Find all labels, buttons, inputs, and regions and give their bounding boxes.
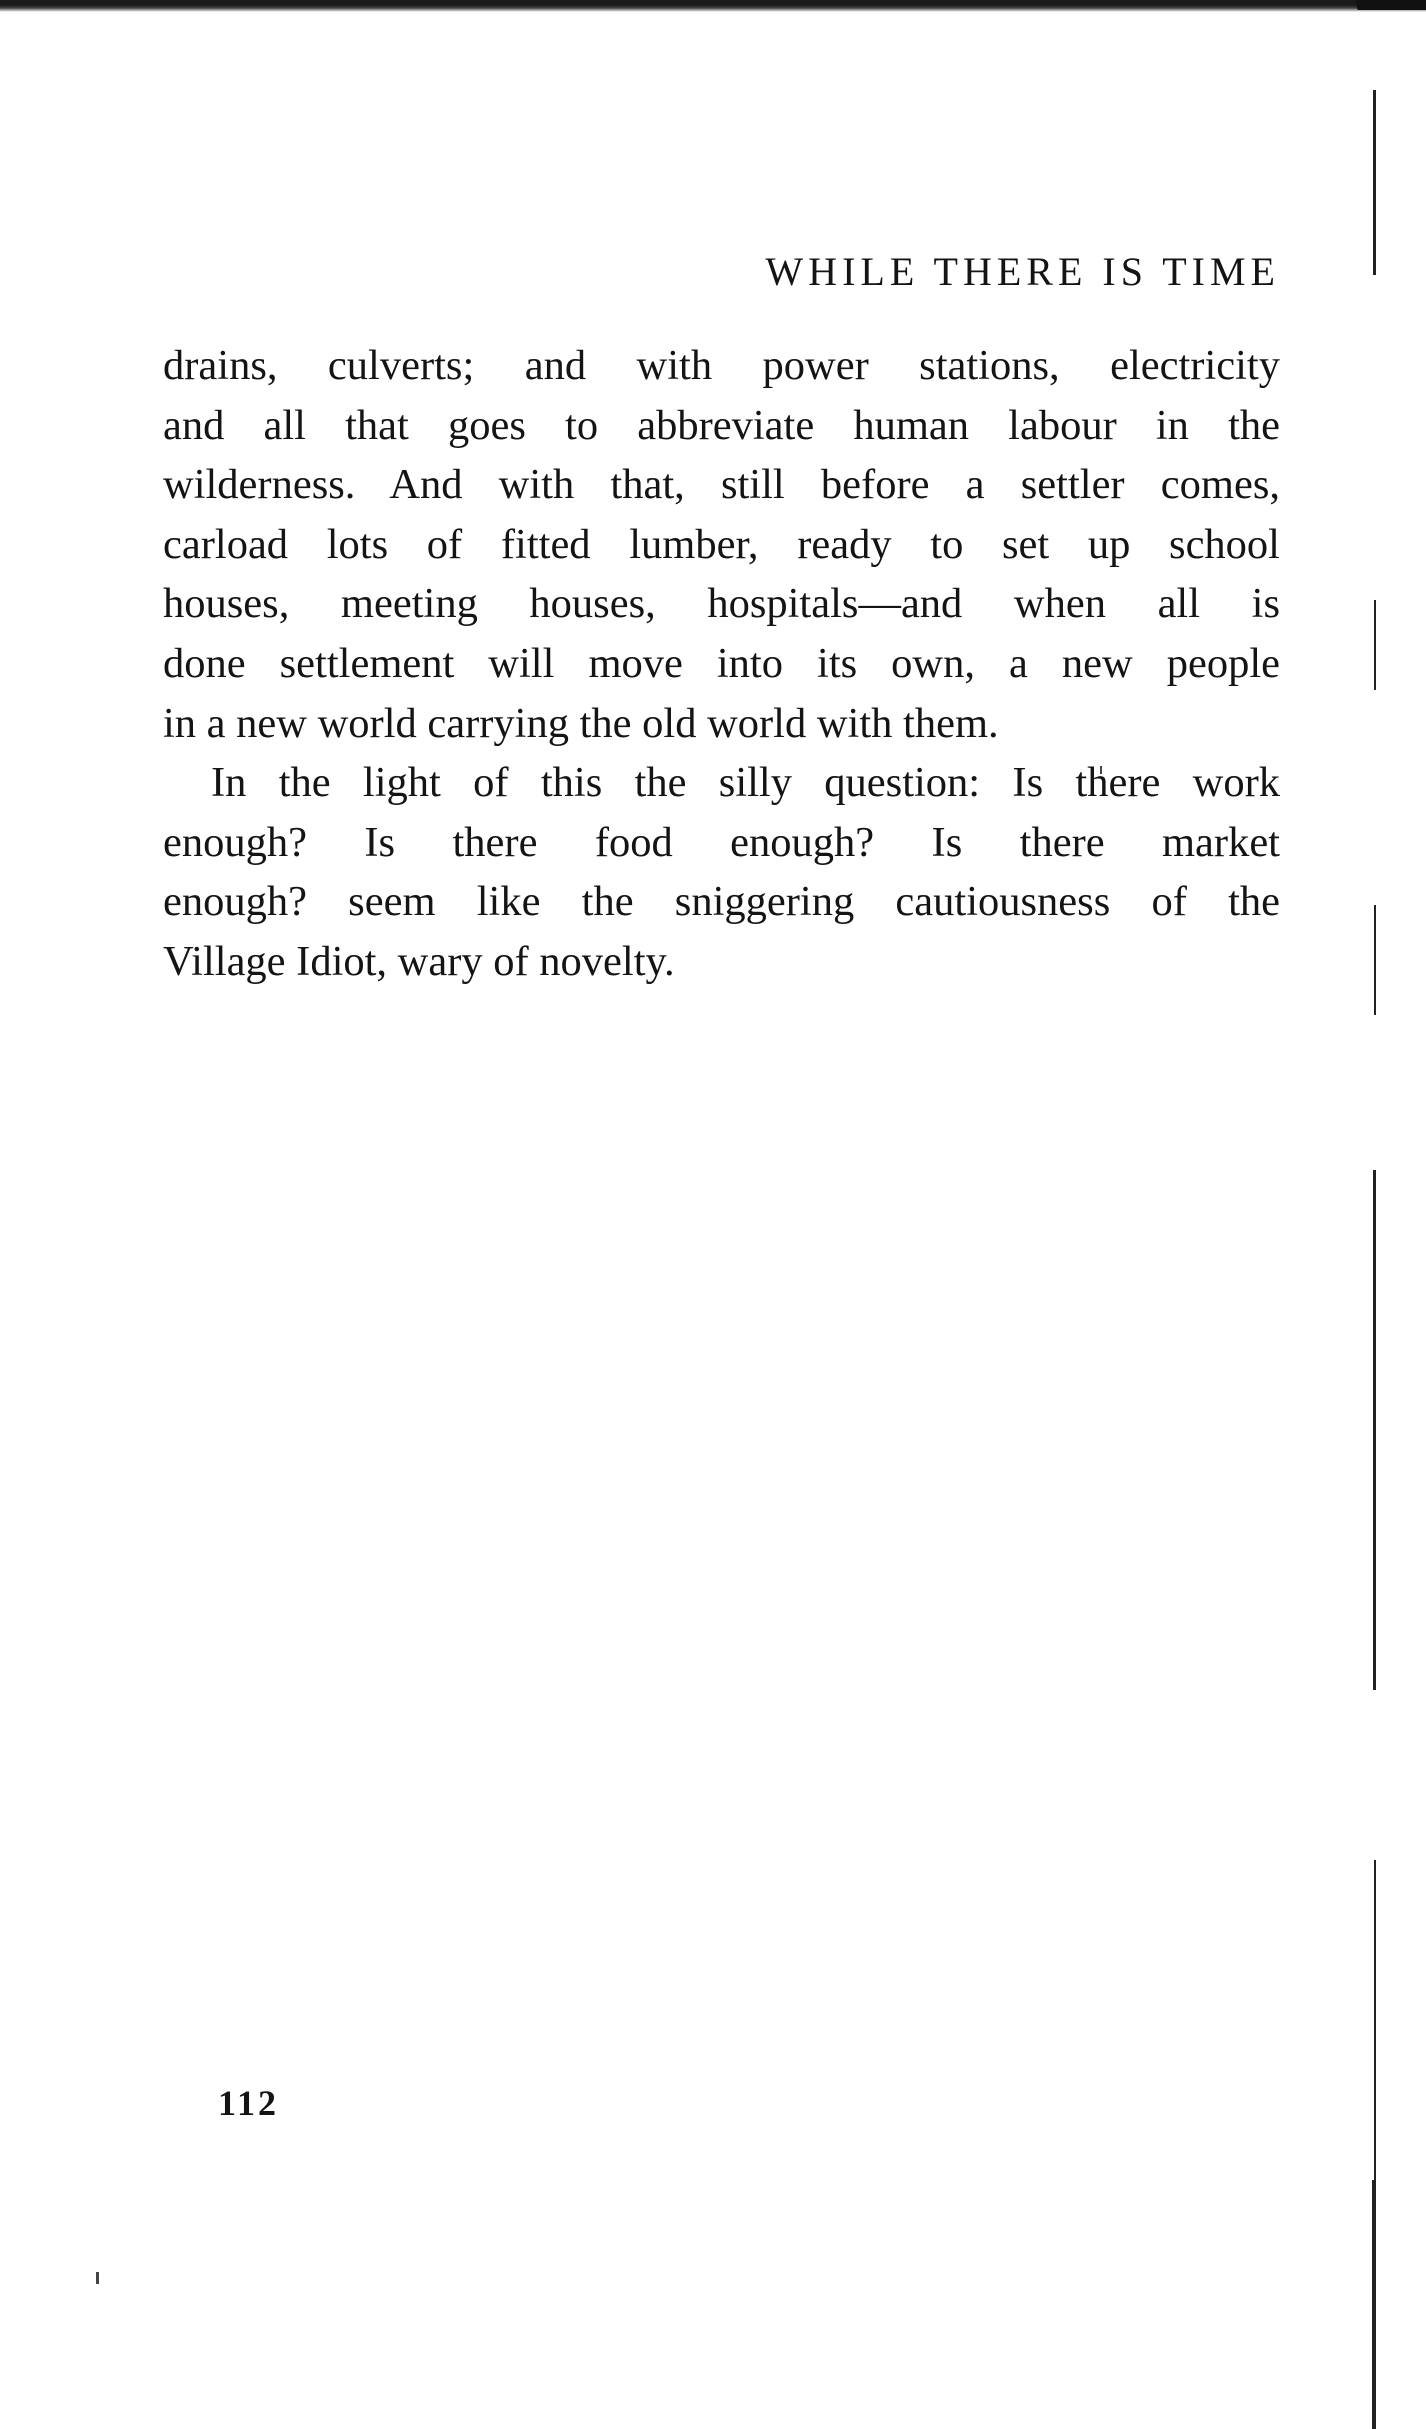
right-page-edge	[1373, 90, 1376, 275]
text-line: houses, meeting houses, hospitals—and when all is	[163, 580, 1280, 628]
text-line: enough? seem like the sniggering cautiousness of the	[163, 878, 1280, 926]
text-line: enough? Is there food enough? Is there market	[163, 818, 1280, 866]
right-page-edge	[1373, 1170, 1376, 1690]
right-page-edge	[1372, 2180, 1376, 2429]
running-head: WHILE THERE IS TIME	[765, 249, 1280, 294]
text-line: In the light of this the silly question: Is there work	[211, 759, 1280, 807]
text-line: wilderness. And with that, still before a settler comes,	[163, 461, 1280, 509]
body-text	[163, 336, 1280, 992]
right-page-edge	[1374, 905, 1376, 1015]
text-line: and all that goes to abbreviate human labour in the	[163, 401, 1280, 449]
right-page-edge	[1374, 600, 1376, 690]
paragraph-2	[163, 753, 1280, 991]
text-line: in a new world carrying the old world with them.	[163, 699, 999, 747]
text-line: done settlement will move into its own, a new people	[163, 639, 1280, 687]
scan-speck	[96, 2272, 99, 2284]
paragraph-1	[163, 336, 1280, 753]
text-line: Village Idiot, wary of novelty.	[163, 937, 675, 985]
right-page-edge	[1374, 1860, 1376, 2180]
page-number: 112	[218, 2083, 280, 2123]
text-line: carload lots of fitted lumber, ready to set up school	[163, 520, 1280, 568]
top-edge-rule	[0, 0, 1426, 12]
page-corner-curl	[1356, 0, 1426, 30]
text-line: drains, culverts; and with power stations, electricity	[163, 342, 1280, 389]
